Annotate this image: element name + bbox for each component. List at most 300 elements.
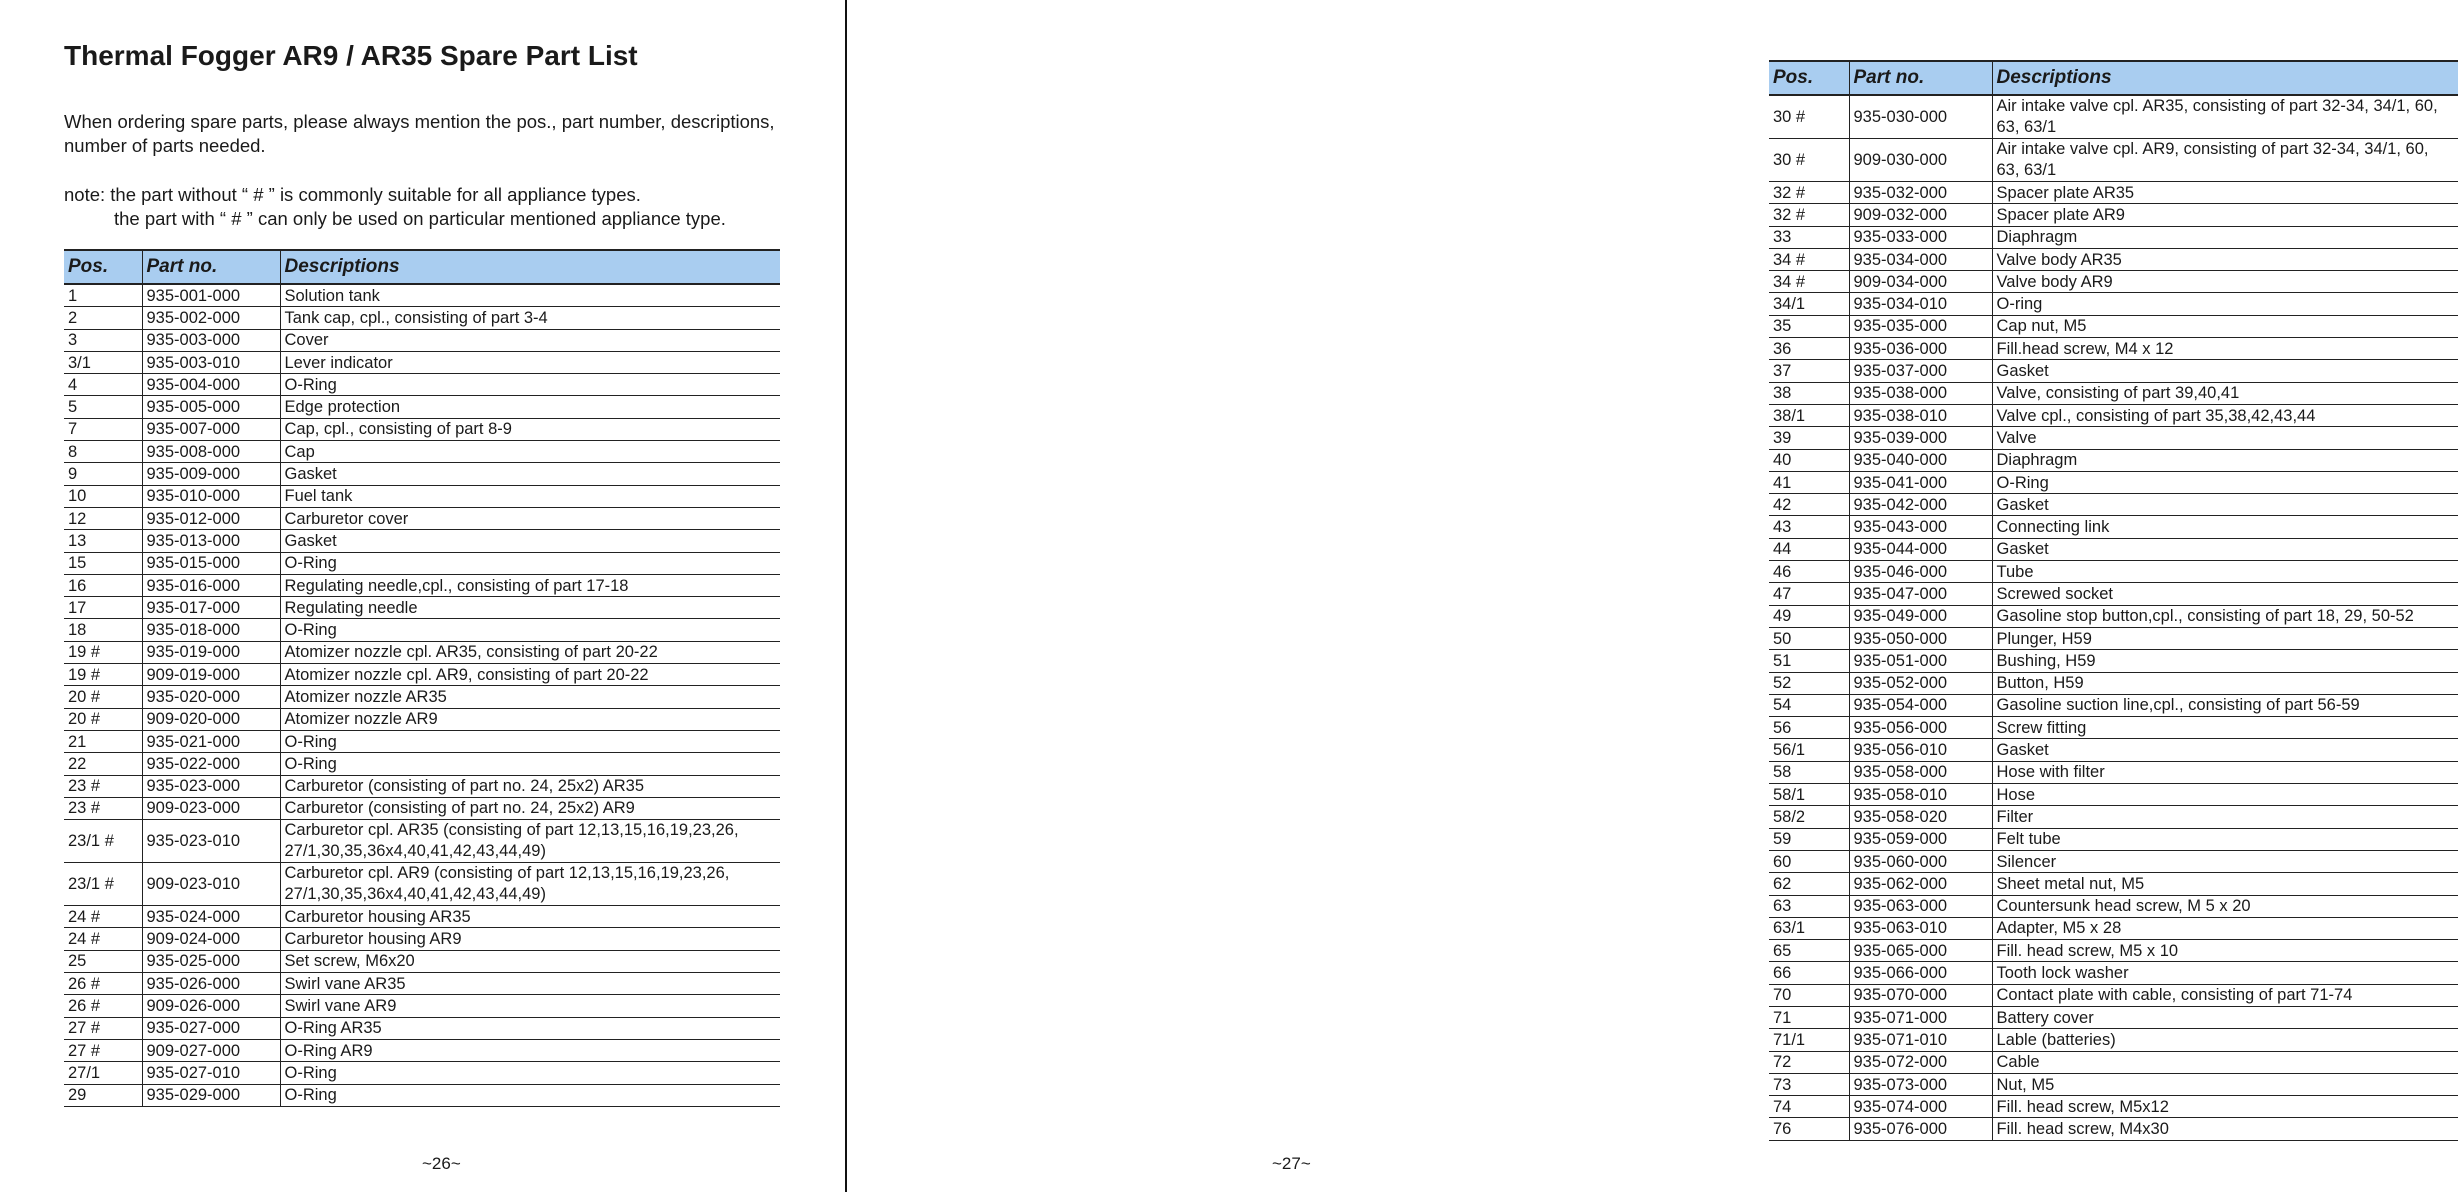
part-no-cell: 935-065-000	[1849, 940, 1992, 962]
part-no-cell: 909-024-000	[142, 928, 280, 950]
part-no-cell: 935-043-000	[1849, 516, 1992, 538]
pos-cell: 29	[64, 1084, 142, 1106]
description-cell: Fill. head screw, M5x12	[1992, 1096, 2458, 1118]
pos-cell: 24 #	[64, 928, 142, 950]
part-no-cell: 935-001-000	[142, 284, 280, 307]
part-no-cell: 935-037-000	[1849, 360, 1992, 382]
pos-cell: 16	[64, 574, 142, 596]
part-no-cell: 909-023-010	[142, 863, 280, 906]
description-cell: Cap nut, M5	[1992, 315, 2458, 337]
pos-cell: 23/1 #	[64, 820, 142, 863]
description-cell: Filter	[1992, 806, 2458, 828]
description-cell: Swirl vane AR35	[280, 973, 780, 995]
table-row	[64, 928, 780, 950]
pos-cell: 23/1 #	[64, 863, 142, 906]
description-cell: Valve	[1992, 427, 2458, 449]
table-row	[1769, 672, 2458, 694]
spare-parts-table-left	[64, 249, 780, 1107]
pos-cell: 20 #	[64, 686, 142, 708]
pos-cell: 23 #	[64, 775, 142, 797]
left-page	[0, 0, 845, 1192]
table-row	[64, 552, 780, 574]
table-row	[64, 396, 780, 418]
table-row	[64, 995, 780, 1017]
part-no-cell: 935-072-000	[1849, 1051, 1992, 1073]
pos-cell: 30 #	[1769, 95, 1849, 139]
description-cell: Gasket	[1992, 494, 2458, 516]
description-cell: Valve body AR35	[1992, 248, 2458, 270]
pos-cell: 8	[64, 441, 142, 463]
pos-cell: 63/1	[1769, 917, 1849, 939]
description-cell: Carburetor (consisting of part no. 24, 25x2) AR35	[280, 775, 780, 797]
table-row	[64, 441, 780, 463]
description-cell: Regulating needle,cpl., consisting of part 17-18	[280, 574, 780, 596]
description-cell: Countersunk head screw, M 5 x 20	[1992, 895, 2458, 917]
table-row	[1769, 739, 2458, 761]
table-row	[64, 530, 780, 552]
table-row	[1769, 360, 2458, 382]
pos-cell: 27/1	[64, 1062, 142, 1084]
table-row	[1769, 315, 2458, 337]
description-cell: Silencer	[1992, 850, 2458, 872]
description-cell: Gasoline stop button,cpl., consisting of part 18, 29, 50-52	[1992, 605, 2458, 627]
table-row	[1769, 1006, 2458, 1028]
description-cell: Carburetor cover	[280, 507, 780, 529]
description-cell: Gasoline suction line,cpl., consisting of part 56-59	[1992, 694, 2458, 716]
part-no-cell: 935-060-000	[1849, 850, 1992, 872]
table-row	[1769, 650, 2458, 672]
description-cell: Cable	[1992, 1051, 2458, 1073]
table-header-row	[64, 250, 780, 284]
pos-cell: 56/1	[1769, 739, 1849, 761]
description-cell: Plunger, H59	[1992, 627, 2458, 649]
part-no-cell: 935-038-000	[1849, 382, 1992, 404]
table-row	[1769, 338, 2458, 360]
part-no-cell: 909-023-000	[142, 797, 280, 819]
table-row	[64, 1039, 780, 1061]
part-no-cell: 935-018-000	[142, 619, 280, 641]
table-row	[64, 775, 780, 797]
description-cell: Cap	[280, 441, 780, 463]
part-no-cell: 935-071-000	[1849, 1006, 1992, 1028]
description-cell: Spacer plate AR35	[1992, 182, 2458, 204]
description-cell: Cap, cpl., consisting of part 8-9	[280, 418, 780, 440]
table-row	[1769, 516, 2458, 538]
description-cell: Gasket	[1992, 538, 2458, 560]
pos-cell: 40	[1769, 449, 1849, 471]
pos-cell: 3	[64, 329, 142, 351]
part-no-cell: 909-027-000	[142, 1039, 280, 1061]
pos-cell: 33	[1769, 226, 1849, 248]
page-number: ~26~	[422, 1154, 461, 1173]
table-row	[64, 1084, 780, 1106]
pos-cell: 38/1	[1769, 404, 1849, 426]
pos-cell: 71/1	[1769, 1029, 1849, 1051]
table-row	[64, 820, 780, 863]
description-cell: Tooth lock washer	[1992, 962, 2458, 984]
description-cell: O-Ring	[280, 753, 780, 775]
header-part-no: Part no.	[142, 250, 280, 284]
part-no-cell: 935-012-000	[142, 507, 280, 529]
part-no-cell: 935-047-000	[1849, 583, 1992, 605]
description-cell: O-ring	[1992, 293, 2458, 315]
table-row	[64, 906, 780, 928]
description-cell: O-Ring	[280, 619, 780, 641]
description-cell: Screwed socket	[1992, 583, 2458, 605]
pos-cell: 2	[64, 307, 142, 329]
spare-parts-table-right	[1769, 60, 2458, 1141]
part-no-cell: 935-020-000	[142, 686, 280, 708]
table-row	[1769, 917, 2458, 939]
description-cell: Nut, M5	[1992, 1073, 2458, 1095]
pos-cell: 52	[1769, 672, 1849, 694]
description-cell: Carburetor (consisting of part no. 24, 25x2) AR9	[280, 797, 780, 819]
description-cell: Battery cover	[1992, 1006, 2458, 1028]
pos-cell: 18	[64, 619, 142, 641]
part-no-cell: 935-009-000	[142, 463, 280, 485]
description-cell: Valve, consisting of part 39,40,41	[1992, 382, 2458, 404]
description-cell: Diaphragm	[1992, 449, 2458, 471]
table-row	[64, 597, 780, 619]
header-pos: Pos.	[1769, 61, 1849, 95]
pos-cell: 41	[1769, 471, 1849, 493]
table-row	[64, 686, 780, 708]
table-row	[64, 730, 780, 752]
description-cell: Button, H59	[1992, 672, 2458, 694]
part-no-cell: 935-050-000	[1849, 627, 1992, 649]
pos-cell: 12	[64, 507, 142, 529]
table-row	[64, 485, 780, 507]
part-no-cell: 935-054-000	[1849, 694, 1992, 716]
description-cell: Valve body AR9	[1992, 271, 2458, 293]
description-cell: Adapter, M5 x 28	[1992, 917, 2458, 939]
description-cell: Set screw, M6x20	[280, 950, 780, 972]
pos-cell: 71	[1769, 1006, 1849, 1028]
description-cell: Atomizer nozzle cpl. AR35, consisting of part 20-22	[280, 641, 780, 663]
table-row	[64, 753, 780, 775]
description-cell: Solution tank	[280, 284, 780, 307]
description-cell: Air intake valve cpl. AR35, consisting of part 32-34, 34/1, 60, 63, 63/1	[1992, 95, 2458, 139]
table-row	[64, 307, 780, 329]
part-no-cell: 935-013-000	[142, 530, 280, 552]
part-no-cell: 935-005-000	[142, 396, 280, 418]
table-row	[64, 507, 780, 529]
pos-cell: 66	[1769, 962, 1849, 984]
part-no-cell: 935-019-000	[142, 641, 280, 663]
part-no-cell: 935-007-000	[142, 418, 280, 440]
note-block	[64, 183, 839, 231]
part-no-cell: 935-025-000	[142, 950, 280, 972]
part-no-cell: 935-021-000	[142, 730, 280, 752]
description-cell: O-Ring	[1992, 471, 2458, 493]
pos-cell: 19 #	[64, 641, 142, 663]
part-no-cell: 935-033-000	[1849, 226, 1992, 248]
description-cell: Atomizer nozzle AR9	[280, 708, 780, 730]
description-cell: Hose with filter	[1992, 761, 2458, 783]
table-row	[1769, 293, 2458, 315]
description-cell: Spacer plate AR9	[1992, 204, 2458, 226]
pos-cell: 42	[1769, 494, 1849, 516]
pos-cell: 47	[1769, 583, 1849, 605]
pos-cell: 62	[1769, 873, 1849, 895]
part-no-cell: 935-076-000	[1849, 1118, 1992, 1140]
table-row	[1769, 226, 2458, 248]
description-cell: O-Ring AR9	[280, 1039, 780, 1061]
part-no-cell: 935-015-000	[142, 552, 280, 574]
table-row	[1769, 850, 2458, 872]
table-row	[1769, 828, 2458, 850]
part-no-cell: 935-039-000	[1849, 427, 1992, 449]
description-cell: Fill. head screw, M5 x 10	[1992, 940, 2458, 962]
part-no-cell: 935-035-000	[1849, 315, 1992, 337]
description-cell: Atomizer nozzle cpl. AR9, consisting of part 20-22	[280, 664, 780, 686]
part-no-cell: 935-038-010	[1849, 404, 1992, 426]
part-no-cell: 935-030-000	[1849, 95, 1992, 139]
part-no-cell: 909-034-000	[1849, 271, 1992, 293]
description-cell: Gasket	[280, 530, 780, 552]
part-no-cell: 935-024-000	[142, 906, 280, 928]
part-no-cell: 909-030-000	[1849, 139, 1992, 182]
part-no-cell: 935-051-000	[1849, 650, 1992, 672]
description-cell: Sheet metal nut, M5	[1992, 873, 2458, 895]
table-row	[1769, 583, 2458, 605]
description-cell: Atomizer nozzle AR35	[280, 686, 780, 708]
part-no-cell: 935-027-000	[142, 1017, 280, 1039]
part-no-cell: 935-046-000	[1849, 561, 1992, 583]
pos-cell: 7	[64, 418, 142, 440]
part-no-cell: 935-029-000	[142, 1084, 280, 1106]
table-row	[1769, 182, 2458, 204]
table-row	[1769, 784, 2458, 806]
table-row	[1769, 895, 2458, 917]
table-row	[1769, 627, 2458, 649]
table-row	[1769, 271, 2458, 293]
description-cell: O-Ring	[280, 374, 780, 396]
description-cell: Bushing, H59	[1992, 650, 2458, 672]
pos-cell: 9	[64, 463, 142, 485]
pos-cell: 21	[64, 730, 142, 752]
part-no-cell: 935-034-010	[1849, 293, 1992, 315]
table-row	[1769, 1118, 2458, 1140]
pos-cell: 34/1	[1769, 293, 1849, 315]
table-row	[1769, 806, 2458, 828]
description-cell: Diaphragm	[1992, 226, 2458, 248]
table-row	[1769, 1096, 2458, 1118]
pos-cell: 38	[1769, 382, 1849, 404]
part-no-cell: 935-056-010	[1849, 739, 1992, 761]
part-no-cell: 935-074-000	[1849, 1096, 1992, 1118]
part-no-cell: 935-027-010	[142, 1062, 280, 1084]
pos-cell: 24 #	[64, 906, 142, 928]
pos-cell: 73	[1769, 1073, 1849, 1095]
part-no-cell: 935-052-000	[1849, 672, 1992, 694]
pos-cell: 46	[1769, 561, 1849, 583]
table-row	[1769, 940, 2458, 962]
part-no-cell: 935-004-000	[142, 374, 280, 396]
description-cell: Air intake valve cpl. AR9, consisting of part 32-34, 34/1, 60, 63, 63/1	[1992, 139, 2458, 182]
part-no-cell: 909-020-000	[142, 708, 280, 730]
table-row	[1769, 962, 2458, 984]
description-cell: Carburetor housing AR9	[280, 928, 780, 950]
description-cell: Gasket	[280, 463, 780, 485]
description-cell: Lable (batteries)	[1992, 1029, 2458, 1051]
table-row	[64, 664, 780, 686]
part-no-cell: 909-019-000	[142, 664, 280, 686]
part-no-cell: 935-049-000	[1849, 605, 1992, 627]
pos-cell: 49	[1769, 605, 1849, 627]
page-title: Thermal Fogger AR9 / AR35 Spare Part List	[64, 40, 638, 71]
pos-cell: 58/2	[1769, 806, 1849, 828]
part-no-cell: 935-059-000	[1849, 828, 1992, 850]
table-row	[1769, 694, 2458, 716]
pos-cell: 65	[1769, 940, 1849, 962]
pos-cell: 1	[64, 284, 142, 307]
part-no-cell: 935-034-000	[1849, 248, 1992, 270]
pos-cell: 10	[64, 485, 142, 507]
pos-cell: 4	[64, 374, 142, 396]
table-row	[64, 797, 780, 819]
table-row	[64, 973, 780, 995]
pos-cell: 58	[1769, 761, 1849, 783]
table-row	[64, 863, 780, 906]
description-cell: O-Ring AR35	[280, 1017, 780, 1039]
description-cell: O-Ring	[280, 552, 780, 574]
part-no-cell: 935-022-000	[142, 753, 280, 775]
note-line-2: the part with “ # ” can only be used on particular mentioned appliance type.	[114, 208, 726, 229]
pos-cell: 43	[1769, 516, 1849, 538]
pos-cell: 50	[1769, 627, 1849, 649]
pos-cell: 76	[1769, 1118, 1849, 1140]
table-row	[64, 708, 780, 730]
part-no-cell: 935-016-000	[142, 574, 280, 596]
part-no-cell: 935-063-010	[1849, 917, 1992, 939]
pos-cell: 36	[1769, 338, 1849, 360]
table-row	[1769, 1073, 2458, 1095]
pos-cell: 63	[1769, 895, 1849, 917]
header-descriptions: Descriptions	[280, 250, 780, 284]
table-row	[1769, 449, 2458, 471]
table-row	[64, 619, 780, 641]
table-row	[1769, 538, 2458, 560]
table-row	[1769, 1029, 2458, 1051]
description-cell: O-Ring	[280, 1062, 780, 1084]
table-row	[1769, 139, 2458, 182]
table-row	[64, 418, 780, 440]
table-row	[1769, 95, 2458, 139]
table-row	[1769, 561, 2458, 583]
table-row	[1769, 427, 2458, 449]
part-no-cell: 935-023-000	[142, 775, 280, 797]
table-row	[1769, 204, 2458, 226]
table-row	[1769, 471, 2458, 493]
description-cell: Regulating needle	[280, 597, 780, 619]
table-row	[1769, 761, 2458, 783]
pos-cell: 25	[64, 950, 142, 972]
pos-cell: 27 #	[64, 1039, 142, 1061]
pos-cell: 34 #	[1769, 271, 1849, 293]
table-header-row	[1769, 61, 2458, 95]
pos-cell: 37	[1769, 360, 1849, 382]
note-line-1: note: the part without “ # ” is commonly suitable for all appliance types.	[64, 184, 641, 205]
description-cell: Fill.head screw, M4 x 12	[1992, 338, 2458, 360]
table-row	[1769, 717, 2458, 739]
pos-cell: 23 #	[64, 797, 142, 819]
description-cell: Tank cap, cpl., consisting of part 3-4	[280, 307, 780, 329]
table-row	[64, 284, 780, 307]
description-cell: Tube	[1992, 561, 2458, 583]
pos-cell: 15	[64, 552, 142, 574]
description-cell: Valve cpl., consisting of part 35,38,42,43,44	[1992, 404, 2458, 426]
table-row	[64, 463, 780, 485]
table-row	[1769, 605, 2458, 627]
part-no-cell: 935-062-000	[1849, 873, 1992, 895]
pos-cell: 70	[1769, 984, 1849, 1006]
part-no-cell: 935-070-000	[1849, 984, 1992, 1006]
table-row	[1769, 873, 2458, 895]
page-number: ~27~	[1272, 1154, 1311, 1173]
pos-cell: 20 #	[64, 708, 142, 730]
description-cell: O-Ring	[280, 730, 780, 752]
table-row	[64, 950, 780, 972]
part-no-cell: 935-063-000	[1849, 895, 1992, 917]
description-cell: Fill. head screw, M4x30	[1992, 1118, 2458, 1140]
pos-cell: 3/1	[64, 351, 142, 373]
pos-cell: 30 #	[1769, 139, 1849, 182]
pos-cell: 74	[1769, 1096, 1849, 1118]
table-row	[1769, 404, 2458, 426]
part-no-cell: 935-073-000	[1849, 1073, 1992, 1095]
part-no-cell: 935-026-000	[142, 973, 280, 995]
pos-cell: 60	[1769, 850, 1849, 872]
right-page	[847, 0, 2438, 1192]
part-no-cell: 909-032-000	[1849, 204, 1992, 226]
table-row	[64, 1017, 780, 1039]
description-cell: Cover	[280, 329, 780, 351]
pos-cell: 34 #	[1769, 248, 1849, 270]
pos-cell: 44	[1769, 538, 1849, 560]
description-cell: Carburetor housing AR35	[280, 906, 780, 928]
part-no-cell: 935-003-000	[142, 329, 280, 351]
pos-cell: 17	[64, 597, 142, 619]
header-descriptions: Descriptions	[1992, 61, 2458, 95]
description-cell: Gasket	[1992, 739, 2458, 761]
part-no-cell: 935-032-000	[1849, 182, 1992, 204]
part-no-cell: 909-026-000	[142, 995, 280, 1017]
part-no-cell: 935-058-020	[1849, 806, 1992, 828]
header-part-no: Part no.	[1849, 61, 1992, 95]
part-no-cell: 935-003-010	[142, 351, 280, 373]
part-no-cell: 935-041-000	[1849, 471, 1992, 493]
description-cell: Gasket	[1992, 360, 2458, 382]
table-row	[64, 374, 780, 396]
description-cell: Carburetor cpl. AR35 (consisting of part 12,13,15,16,19,23,26, 27/1,30,35,36x4,40,41,42,43,44,49)	[280, 820, 780, 863]
pos-cell: 32 #	[1769, 204, 1849, 226]
pos-cell: 5	[64, 396, 142, 418]
table-row	[64, 1062, 780, 1084]
intro-text: When ordering spare parts, please always mention the pos., part number, descriptions, number of parts needed.	[64, 111, 775, 156]
part-no-cell: 935-002-000	[142, 307, 280, 329]
description-cell: Fuel tank	[280, 485, 780, 507]
pos-cell: 56	[1769, 717, 1849, 739]
table-row	[64, 574, 780, 596]
part-no-cell: 935-023-010	[142, 820, 280, 863]
table-row	[1769, 1051, 2458, 1073]
description-cell: Felt tube	[1992, 828, 2458, 850]
description-cell: Lever indicator	[280, 351, 780, 373]
table-row	[64, 351, 780, 373]
pos-cell: 51	[1769, 650, 1849, 672]
description-cell: O-Ring	[280, 1084, 780, 1106]
